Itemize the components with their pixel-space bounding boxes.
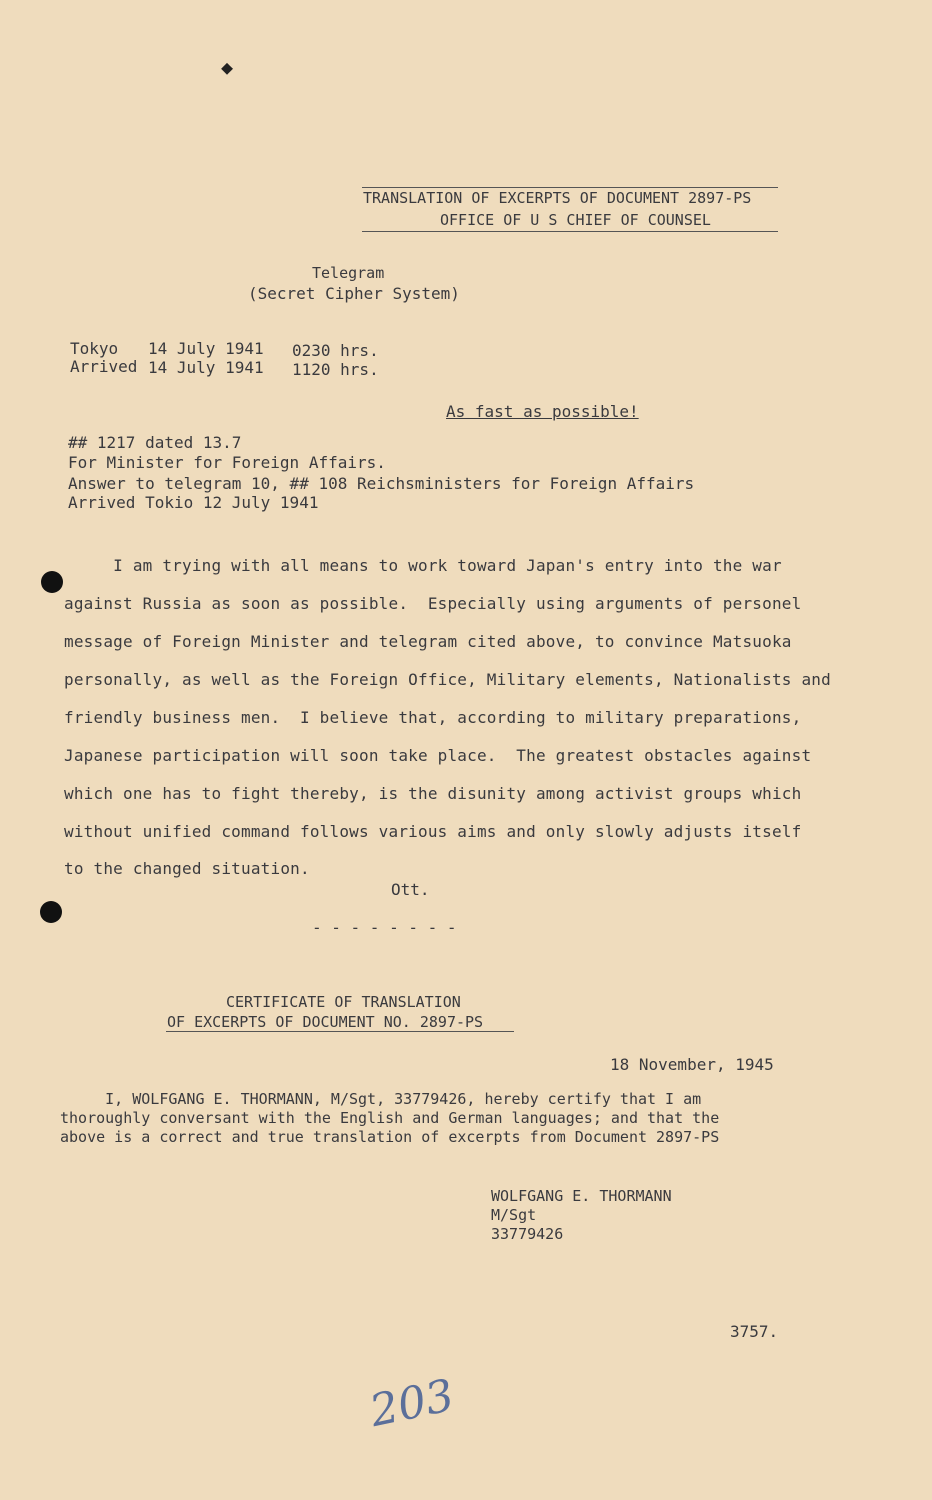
- body-line-6: Japanese participation will soon take place. The greatest obstacles against: [64, 746, 812, 765]
- priority-note: As fast as possible!: [446, 402, 639, 421]
- signer-name: WOLFGANG E. THORMANN: [491, 1187, 672, 1205]
- ref-line-4: Arrived Tokio 12 July 1941: [68, 493, 319, 512]
- body-line-1: I am trying with all means to work toward Japan's entry into the war: [64, 556, 782, 575]
- telegram-title: Telegram: [312, 264, 385, 282]
- body-line-5: friendly business men. I believe that, according to military preparations,: [64, 708, 802, 727]
- body-line-3: message of Foreign Minister and telegram cited above, to convince Matsuoka: [64, 632, 792, 651]
- ink-mark: ◆: [221, 55, 234, 79]
- header-line-2: OFFICE OF U S CHIEF OF COUNSEL: [440, 211, 711, 229]
- sent-date: 14 July 1941: [148, 339, 264, 358]
- certificate-title-2: OF EXCERPTS OF DOCUMENT NO. 2897-PS: [167, 1013, 484, 1031]
- body-line-2: against Russia as soon as possible. Especially using arguments of personel: [64, 594, 802, 613]
- certificate-title-1: CERTIFICATE OF TRANSLATION: [226, 993, 461, 1011]
- body-line-7: which one has to fight thereby, is the disunity among activist groups which: [64, 784, 802, 803]
- section-separator: - - - - - - - -: [312, 918, 457, 937]
- ref-line-2: For Minister for Foreign Affairs.: [68, 453, 386, 472]
- arrived-date: 14 July 1941: [148, 358, 264, 377]
- page-number: 3757.: [730, 1322, 779, 1341]
- telegram-subtitle: (Secret Cipher System): [248, 284, 460, 303]
- body-line-4: personally, as well as the Foreign Office, Military elements, Nationalists and: [64, 670, 831, 689]
- signer-serial: 33779426: [491, 1225, 564, 1243]
- sent-place: Tokyo: [70, 339, 119, 358]
- certificate-text-3: above is a correct and true translation of excerpts from Document 2897-PS: [60, 1128, 720, 1146]
- ref-line-1: ## 1217 dated 13.7: [68, 433, 242, 452]
- sent-time: 0230 hrs.: [292, 341, 379, 360]
- header-rule-top: [362, 187, 778, 188]
- certificate-text-2: thoroughly conversant with the English and German languages; and that the: [60, 1109, 720, 1127]
- handwritten-number: 203: [365, 1369, 459, 1438]
- arrived-place: Arrived: [70, 357, 138, 376]
- ref-line-3: Answer to telegram 10, ## 108 Reichsministers for Foreign Affairs: [68, 474, 695, 493]
- telegram-signature: Ott.: [391, 880, 430, 899]
- punch-hole-top: [41, 571, 63, 593]
- certificate-text-1: I, WOLFGANG E. THORMANN, M/Sgt, 33779426, hereby certify that I am: [60, 1090, 702, 1108]
- certificate-title-rule: [166, 1031, 514, 1032]
- header-rule-bottom: [362, 231, 778, 232]
- header-line-1: TRANSLATION OF EXCERPTS OF DOCUMENT 2897-PS: [363, 189, 752, 207]
- certificate-date: 18 November, 1945: [610, 1055, 774, 1074]
- body-line-9: to the changed situation.: [64, 859, 310, 878]
- punch-hole-bottom: [40, 901, 62, 923]
- arrived-time: 1120 hrs.: [292, 360, 379, 379]
- body-line-8: without unified command follows various aims and only slowly adjusts itself: [64, 822, 802, 841]
- signer-rank: M/Sgt: [491, 1206, 537, 1224]
